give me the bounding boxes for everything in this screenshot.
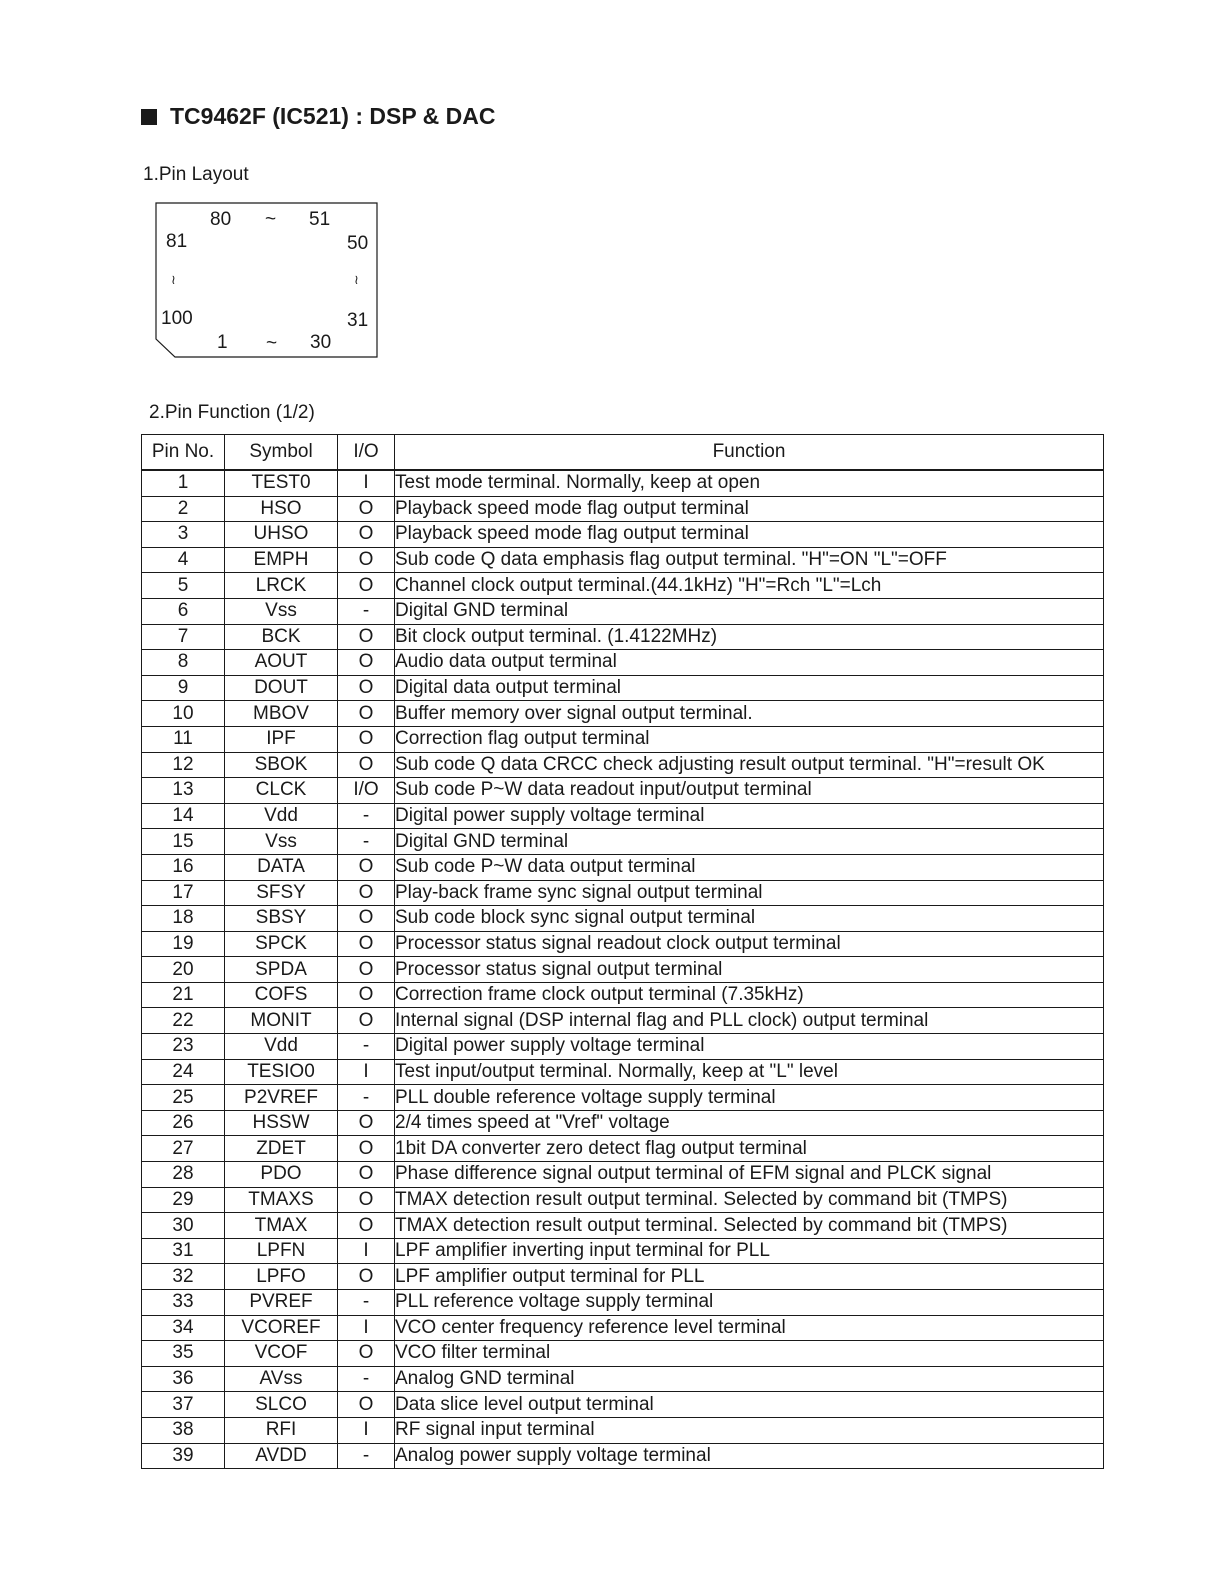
header-symbol: Symbol — [225, 435, 338, 471]
table-row — [142, 829, 1104, 855]
pin-number: 30 — [142, 1213, 225, 1239]
pin-io: O — [338, 1008, 395, 1034]
pin-symbol: EMPH — [225, 547, 338, 573]
pin-io: O — [338, 982, 395, 1008]
table-row — [142, 1110, 1104, 1136]
pin-number: 3 — [142, 522, 225, 548]
table-row — [142, 1392, 1104, 1418]
pin-function: Buffer memory over signal output terminal. — [395, 701, 1104, 727]
pin-number: 7 — [142, 624, 225, 650]
pin-symbol: SLCO — [225, 1392, 338, 1418]
pin-function: RF signal input terminal — [395, 1417, 1104, 1443]
pin-io: O — [338, 650, 395, 676]
pin-number: 18 — [142, 906, 225, 932]
pin-function: Audio data output terminal — [395, 650, 1104, 676]
section-pin-layout-heading: 1.Pin Layout — [143, 164, 249, 185]
pin-io: O — [338, 701, 395, 727]
pin-symbol: Vdd — [225, 1034, 338, 1060]
table-row — [142, 1264, 1104, 1290]
pin-function: Digital data output terminal — [395, 675, 1104, 701]
pin-number: 23 — [142, 1034, 225, 1060]
pin-symbol: P2VREF — [225, 1085, 338, 1111]
pin-io: I — [338, 1315, 395, 1341]
pin-symbol: Vss — [225, 598, 338, 624]
pin-symbol: SBSY — [225, 906, 338, 932]
pin-symbol: VCOREF — [225, 1315, 338, 1341]
pin-io: I — [338, 1417, 395, 1443]
table-row — [142, 1136, 1104, 1162]
pin-io: O — [338, 1264, 395, 1290]
pin-number: 36 — [142, 1366, 225, 1392]
table-row — [142, 778, 1104, 804]
pin-function: Channel clock output terminal.(44.1kHz) "H"=Rch "L"=Lch — [395, 573, 1104, 599]
table-row — [142, 752, 1104, 778]
pin-symbol: SPCK — [225, 931, 338, 957]
table-row — [142, 1162, 1104, 1188]
table-row — [142, 1366, 1104, 1392]
pin-function: Processor status signal output terminal — [395, 957, 1104, 983]
table-row — [142, 522, 1104, 548]
table-row — [142, 854, 1104, 880]
table-row — [142, 803, 1104, 829]
pin-function: Digital power supply voltage terminal — [395, 1034, 1104, 1060]
table-row — [142, 496, 1104, 522]
pin-number: 15 — [142, 829, 225, 855]
pin-number: 25 — [142, 1085, 225, 1111]
pin-number: 33 — [142, 1290, 225, 1316]
tilde-bottom: ~ — [266, 333, 278, 354]
pin-function: Sub code Q data CRCC check adjusting result output terminal. "H"=result OK — [395, 752, 1104, 778]
pin-number: 12 — [142, 752, 225, 778]
pin-symbol: UHSO — [225, 522, 338, 548]
table-row — [142, 982, 1104, 1008]
pin-number: 24 — [142, 1059, 225, 1085]
pin-number: 5 — [142, 573, 225, 599]
pin-function: LPF amplifier output terminal for PLL — [395, 1264, 1104, 1290]
page-title-block — [141, 103, 496, 130]
pin-function: Play-back frame sync signal output terminal — [395, 880, 1104, 906]
pin-number: 22 — [142, 1008, 225, 1034]
pin-io: O — [338, 1110, 395, 1136]
pin-number: 19 — [142, 931, 225, 957]
pin-io: - — [338, 1290, 395, 1316]
table-row — [142, 1443, 1104, 1469]
pin-io: O — [338, 752, 395, 778]
pin-io: O — [338, 880, 395, 906]
pin-io: O — [338, 906, 395, 932]
pin-io: - — [338, 1443, 395, 1469]
pin-layout-diagram — [155, 202, 379, 358]
pin-io: - — [338, 803, 395, 829]
pin-io: O — [338, 931, 395, 957]
pin-symbol: ZDET — [225, 1136, 338, 1162]
pin-symbol: DATA — [225, 854, 338, 880]
pin-io: O — [338, 573, 395, 599]
pin-label-81: 81 — [166, 231, 188, 252]
pin-io: O — [338, 547, 395, 573]
pin-label-50: 50 — [347, 233, 369, 254]
pin-io: O — [338, 1162, 395, 1188]
pin-number: 10 — [142, 701, 225, 727]
pin-symbol: PDO — [225, 1162, 338, 1188]
table-row — [142, 701, 1104, 727]
pin-io: O — [338, 496, 395, 522]
pin-function: 1bit DA converter zero detect flag output terminal — [395, 1136, 1104, 1162]
pin-number: 9 — [142, 675, 225, 701]
pin-symbol: IPF — [225, 726, 338, 752]
pin-io: O — [338, 1136, 395, 1162]
pin-symbol: SBOK — [225, 752, 338, 778]
pin-symbol: BCK — [225, 624, 338, 650]
pin-function: Analog GND terminal — [395, 1366, 1104, 1392]
table-row — [142, 1059, 1104, 1085]
pin-function: 2/4 times speed at "Vref" voltage — [395, 1110, 1104, 1136]
pin-symbol: AVDD — [225, 1443, 338, 1469]
pin-function: TMAX detection result output terminal. Selected by command bit (TMPS) — [395, 1213, 1104, 1239]
pin-number: 13 — [142, 778, 225, 804]
pin-symbol: COFS — [225, 982, 338, 1008]
pin-io: - — [338, 1034, 395, 1060]
pin-io: I/O — [338, 778, 395, 804]
pin-function: Playback speed mode flag output terminal — [395, 496, 1104, 522]
pin-number: 21 — [142, 982, 225, 1008]
pin-symbol: DOUT — [225, 675, 338, 701]
pin-symbol: LPFO — [225, 1264, 338, 1290]
table-body — [142, 470, 1104, 1469]
pin-number: 2 — [142, 496, 225, 522]
table-row — [142, 650, 1104, 676]
pin-function: Correction frame clock output terminal (7.35kHz) — [395, 982, 1104, 1008]
table-row — [142, 1290, 1104, 1316]
pin-function: Sub code block sync signal output terminal — [395, 906, 1104, 932]
pin-function: Test input/output terminal. Normally, keep at "L" level — [395, 1059, 1104, 1085]
pin-function: PLL double reference voltage supply terminal — [395, 1085, 1104, 1111]
pin-io: O — [338, 624, 395, 650]
pin-symbol: VCOF — [225, 1341, 338, 1367]
pin-io: I — [338, 1059, 395, 1085]
table-row — [142, 1341, 1104, 1367]
pin-number: 31 — [142, 1238, 225, 1264]
pin-io: O — [338, 854, 395, 880]
pin-function: Sub code P~W data output terminal — [395, 854, 1104, 880]
table-row — [142, 624, 1104, 650]
page-title: TC9462F (IC521) : DSP & DAC — [170, 103, 496, 129]
pin-number: 6 — [142, 598, 225, 624]
pin-label-80: 80 — [210, 209, 232, 230]
table-row — [142, 573, 1104, 599]
pin-symbol: MBOV — [225, 701, 338, 727]
pin-symbol: LPFN — [225, 1238, 338, 1264]
pin-number: 16 — [142, 854, 225, 880]
pin-function: Playback speed mode flag output terminal — [395, 522, 1104, 548]
pin-function: Digital GND terminal — [395, 598, 1104, 624]
table-header-row — [142, 435, 1104, 471]
table-row — [142, 1085, 1104, 1111]
pin-number: 1 — [142, 470, 225, 496]
pin-number: 29 — [142, 1187, 225, 1213]
pin-label-30: 30 — [310, 332, 332, 353]
pin-function: VCO center frequency reference level terminal — [395, 1315, 1104, 1341]
pin-symbol: LRCK — [225, 573, 338, 599]
pin-function: Test mode terminal. Normally, keep at open — [395, 470, 1104, 496]
pin-symbol: SPDA — [225, 957, 338, 983]
pin-function: Sub code P~W data readout input/output terminal — [395, 778, 1104, 804]
header-function: Function — [395, 435, 1104, 471]
pin-symbol: AOUT — [225, 650, 338, 676]
pin-number: 27 — [142, 1136, 225, 1162]
pin-number: 26 — [142, 1110, 225, 1136]
pin-label-31: 31 — [347, 310, 369, 331]
pin-io: - — [338, 1366, 395, 1392]
pin-symbol: MONIT — [225, 1008, 338, 1034]
pin-number: 38 — [142, 1417, 225, 1443]
pin-function: LPF amplifier inverting input terminal for PLL — [395, 1238, 1104, 1264]
pin-io: - — [338, 829, 395, 855]
pin-number: 32 — [142, 1264, 225, 1290]
pin-number: 11 — [142, 726, 225, 752]
pin-function: Analog power supply voltage terminal — [395, 1443, 1104, 1469]
table-row — [142, 1315, 1104, 1341]
table-row — [142, 957, 1104, 983]
pin-function: Digital GND terminal — [395, 829, 1104, 855]
header-io: I/O — [338, 435, 395, 471]
pin-symbol: HSSW — [225, 1110, 338, 1136]
pin-io: I — [338, 1238, 395, 1264]
section-pin-function-heading: 2.Pin Function (1/2) — [149, 402, 315, 423]
pin-symbol: TEST0 — [225, 470, 338, 496]
pin-io: O — [338, 1341, 395, 1367]
pin-number: 8 — [142, 650, 225, 676]
pin-function: Correction flag output terminal — [395, 726, 1104, 752]
wave-left: ≀ — [171, 272, 176, 287]
pin-function: TMAX detection result output terminal. Selected by command bit (TMPS) — [395, 1187, 1104, 1213]
table-row — [142, 1238, 1104, 1264]
pin-symbol: HSO — [225, 496, 338, 522]
pin-number: 20 — [142, 957, 225, 983]
pin-function: VCO filter terminal — [395, 1341, 1104, 1367]
pin-symbol: RFI — [225, 1417, 338, 1443]
table-row — [142, 906, 1104, 932]
pin-number: 4 — [142, 547, 225, 573]
pin-function: Data slice level output terminal — [395, 1392, 1104, 1418]
pin-number: 35 — [142, 1341, 225, 1367]
tilde-top: ~ — [265, 209, 277, 230]
pin-function: Bit clock output terminal. (1.4122MHz) — [395, 624, 1104, 650]
pin-symbol: AVss — [225, 1366, 338, 1392]
pin-function: PLL reference voltage supply terminal — [395, 1290, 1104, 1316]
square-bullet-icon — [141, 109, 157, 125]
pin-label-100: 100 — [161, 308, 193, 329]
pin-number: 34 — [142, 1315, 225, 1341]
pin-symbol: Vdd — [225, 803, 338, 829]
wave-right: ≀ — [354, 272, 359, 287]
header-pin-no: Pin No. — [142, 435, 225, 471]
pin-symbol: SFSY — [225, 880, 338, 906]
pin-io: - — [338, 598, 395, 624]
table-row — [142, 1187, 1104, 1213]
pin-label-1: 1 — [217, 332, 228, 353]
pin-number: 37 — [142, 1392, 225, 1418]
pin-function: Processor status signal readout clock output terminal — [395, 931, 1104, 957]
pin-function: Sub code Q data emphasis flag output terminal. "H"=ON "L"=OFF — [395, 547, 1104, 573]
pin-io: O — [338, 522, 395, 548]
pin-number: 14 — [142, 803, 225, 829]
table-row — [142, 880, 1104, 906]
table-row — [142, 1417, 1104, 1443]
pin-io: - — [338, 1085, 395, 1111]
pin-io: O — [338, 1187, 395, 1213]
pin-label-51: 51 — [309, 209, 331, 230]
pin-symbol: TMAXS — [225, 1187, 338, 1213]
pin-function: Phase difference signal output terminal of EFM signal and PLCK signal — [395, 1162, 1104, 1188]
pin-io: I — [338, 470, 395, 496]
pin-symbol: TMAX — [225, 1213, 338, 1239]
table-row — [142, 726, 1104, 752]
pin-symbol: CLCK — [225, 778, 338, 804]
table-row — [142, 1034, 1104, 1060]
pin-function: Internal signal (DSP internal flag and PLL clock) output terminal — [395, 1008, 1104, 1034]
table-row — [142, 470, 1104, 496]
pin-number: 28 — [142, 1162, 225, 1188]
pin-symbol: Vss — [225, 829, 338, 855]
pin-io: O — [338, 1213, 395, 1239]
pin-io: O — [338, 1392, 395, 1418]
pin-function: Digital power supply voltage terminal — [395, 803, 1104, 829]
pin-symbol: TESIO0 — [225, 1059, 338, 1085]
pin-io: O — [338, 957, 395, 983]
pin-number: 39 — [142, 1443, 225, 1469]
pin-symbol: PVREF — [225, 1290, 338, 1316]
table-row — [142, 1213, 1104, 1239]
table-row — [142, 547, 1104, 573]
table-row — [142, 675, 1104, 701]
pin-io: O — [338, 726, 395, 752]
table-row — [142, 931, 1104, 957]
table-row — [142, 598, 1104, 624]
pin-function-table — [141, 434, 1104, 1469]
pin-number: 17 — [142, 880, 225, 906]
table-row — [142, 1008, 1104, 1034]
pin-io: O — [338, 675, 395, 701]
